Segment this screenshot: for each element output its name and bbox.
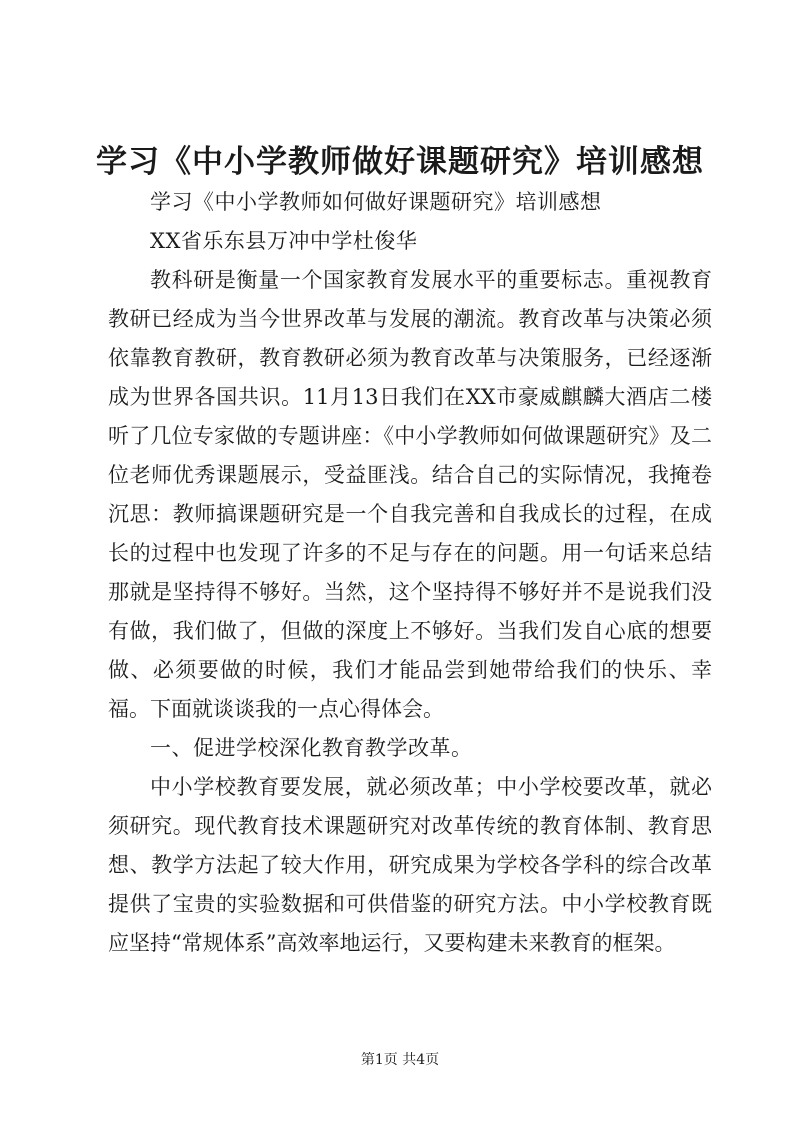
document-body bbox=[108, 183, 712, 963]
page-number-footer: 第1页 共4页 bbox=[360, 1052, 440, 1068]
section-heading: 一、促进学校深化教育教学改革。 bbox=[150, 736, 473, 760]
subtitle-paragraph: 学习《中小学教师如何做好课题研究》培训感想 bbox=[150, 190, 602, 214]
author-line: XX省乐东县万冲中学杜俊华 bbox=[150, 229, 418, 253]
document-title: 学习《中小学教师做好课题研究》培训感想 bbox=[96, 144, 704, 180]
body-paragraph: 教科研是衡量一个国家教育发展水平的重要标志。重视教育教研已经成为当今世界改革与发展的潮流。教育改革与决策必须依靠教育教研，教育教研必须为教育改革与决策服务，已经逐渐成为世界各国共识。11月13日我们在XX市豪威麒麟大酒店二楼听了几位专家做的专题讲座：《中小学教师如何做课题研究》及二位老师优秀课题展示，受益匪浅。结合自己的实际情况，我掩卷沉思：教师搞课题研究是一个自我完善和自我成长的过程，在成长的过程中也发现了许多的不足与存在的问题。用一句话来总结那就是坚持得不够好。当然，这个坚持得不够好并不是说我们没有做，我们做了，但做的深度上不够好。当我们发自心底的想要做、必须要做的时候，我们才能品尝到她带给我们的快乐、幸福。下面就谈谈我的一点心得体会。 bbox=[108, 268, 712, 721]
body-paragraph: 中小学校教育要发展，就必须改革；中小学校要改革，就必须研究。现代教育技术课题研究对改革传统的教育体制、教育思想、教学方法起了较大作用，研究成果为学校各学科的综合改革提供了宝贵的实验数据和可供借鉴的研究方法。中小学校教育既应坚持“常规体系”高效率地运行，又要构建未来教育的框架。 bbox=[108, 775, 712, 955]
